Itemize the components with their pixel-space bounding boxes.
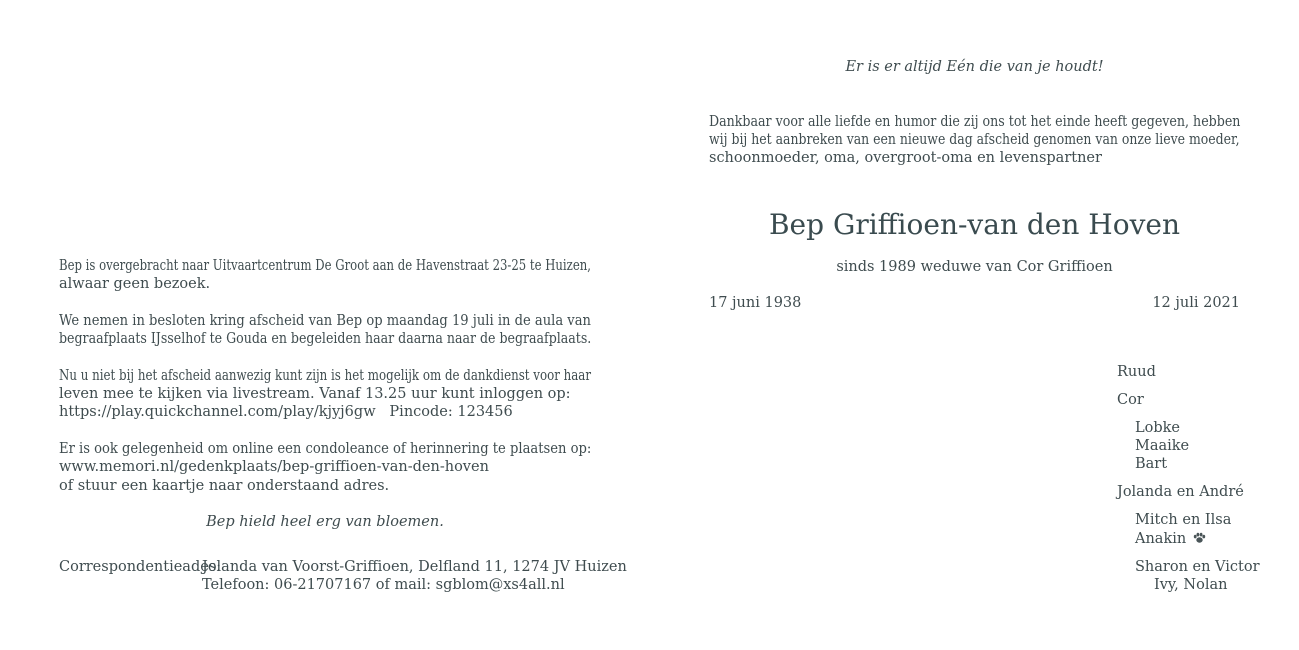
family-member-maaike: Maaike bbox=[1135, 438, 1190, 454]
farewell-line-2: begraafplaats IJsselhof te Gouda en begeleiden haar daarna naar de begraafplaats. bbox=[59, 331, 592, 347]
livestream-line-1: Nu u niet bij het afscheid aanwezig kunt zijn is het mogelijk om de dankdienst voor haar bbox=[59, 368, 592, 384]
livestream-paragraph bbox=[59, 367, 591, 421]
family-list bbox=[1117, 0, 1260, 650]
transfer-paragraph bbox=[59, 257, 591, 293]
livestream-line-2: leven mee te kijken via livestream. Vanaf 13.25 uur kunt inloggen op: bbox=[59, 386, 571, 402]
family-member-bart: Bart bbox=[1135, 456, 1168, 472]
condolence-line-1: Er is ook gelegenheid om online een condoleance of herinnering te plaatsen op: bbox=[59, 441, 592, 457]
paw-print-icon bbox=[1193, 531, 1206, 549]
intro-line-1: Dankbaar voor alle liefde en humor die zij ons tot het einde heeft gegeven, hebben bbox=[709, 114, 1241, 130]
family-member-lobke: Lobke bbox=[1135, 420, 1181, 436]
left-page bbox=[59, 0, 627, 650]
family-member-anakin-row bbox=[1135, 530, 1206, 549]
deceased-name: Bep Griffioen-van den Hoven bbox=[768, 208, 1181, 241]
family-member-cor: Cor bbox=[1117, 392, 1144, 408]
correspondence-block bbox=[59, 558, 627, 598]
motto: Er is er altijd Eén die van je houdt! bbox=[845, 59, 1104, 75]
intro-line-3: schoonmoeder, oma, overgroot-oma en levenspartner bbox=[709, 150, 1102, 166]
farewell-paragraph bbox=[59, 312, 591, 348]
widow-note: sinds 1989 weduwe van Cor Griffioen bbox=[836, 259, 1113, 275]
transfer-line-1: Bep is overgebracht naar Uitvaartcentrum De Groot aan de Havenstraat 23-25 te Huizen, bbox=[59, 258, 591, 274]
death-date: 12 juli 2021 bbox=[1152, 295, 1240, 311]
transfer-line-2: alwaar geen bezoek. bbox=[59, 276, 211, 292]
condolence-paragraph bbox=[59, 440, 591, 495]
flowers-note: Bep hield heel erg van bloemen. bbox=[206, 514, 444, 530]
condolence-line-3: of stuur een kaartje naar onderstaand adres. bbox=[59, 478, 390, 494]
livestream-link[interactable]: https://play.quickchannel.com/play/kjyj6gw Pincode: 123456 bbox=[59, 404, 513, 420]
family-member-jolanda: Jolanda en André bbox=[1117, 484, 1244, 500]
family-member-anakin: Anakin bbox=[1135, 531, 1187, 547]
birth-date: 17 juni 1938 bbox=[709, 295, 802, 311]
intro-line-2: wij bij het aanbreken van een nieuwe dag afscheid genomen van onze lieve moeder, bbox=[709, 132, 1240, 148]
correspondence-contact[interactable]: Telefoon: 06-21707167 of mail: sgblom@xs4all.nl bbox=[202, 577, 565, 593]
right-page bbox=[709, 0, 1260, 650]
correspondence-label: Correspondentieades: bbox=[59, 559, 222, 575]
family-member-ivy: Ivy, Nolan bbox=[1154, 577, 1228, 593]
farewell-line-1: We nemen in besloten kring afscheid van Bep op maandag 19 juli in de aula van bbox=[59, 313, 591, 329]
family-member-ruud: Ruud bbox=[1117, 364, 1156, 380]
family-member-mitch: Mitch en Ilsa bbox=[1135, 512, 1232, 528]
condolence-link[interactable]: www.memori.nl/gedenkplaats/bep-griffioen-van-den-hoven bbox=[59, 459, 489, 475]
correspondence-address: Jolanda van Voorst-Griffioen, Delfland 11, 1274 JV Huizen bbox=[202, 559, 627, 575]
family-member-sharon: Sharon en Victor bbox=[1135, 559, 1260, 575]
